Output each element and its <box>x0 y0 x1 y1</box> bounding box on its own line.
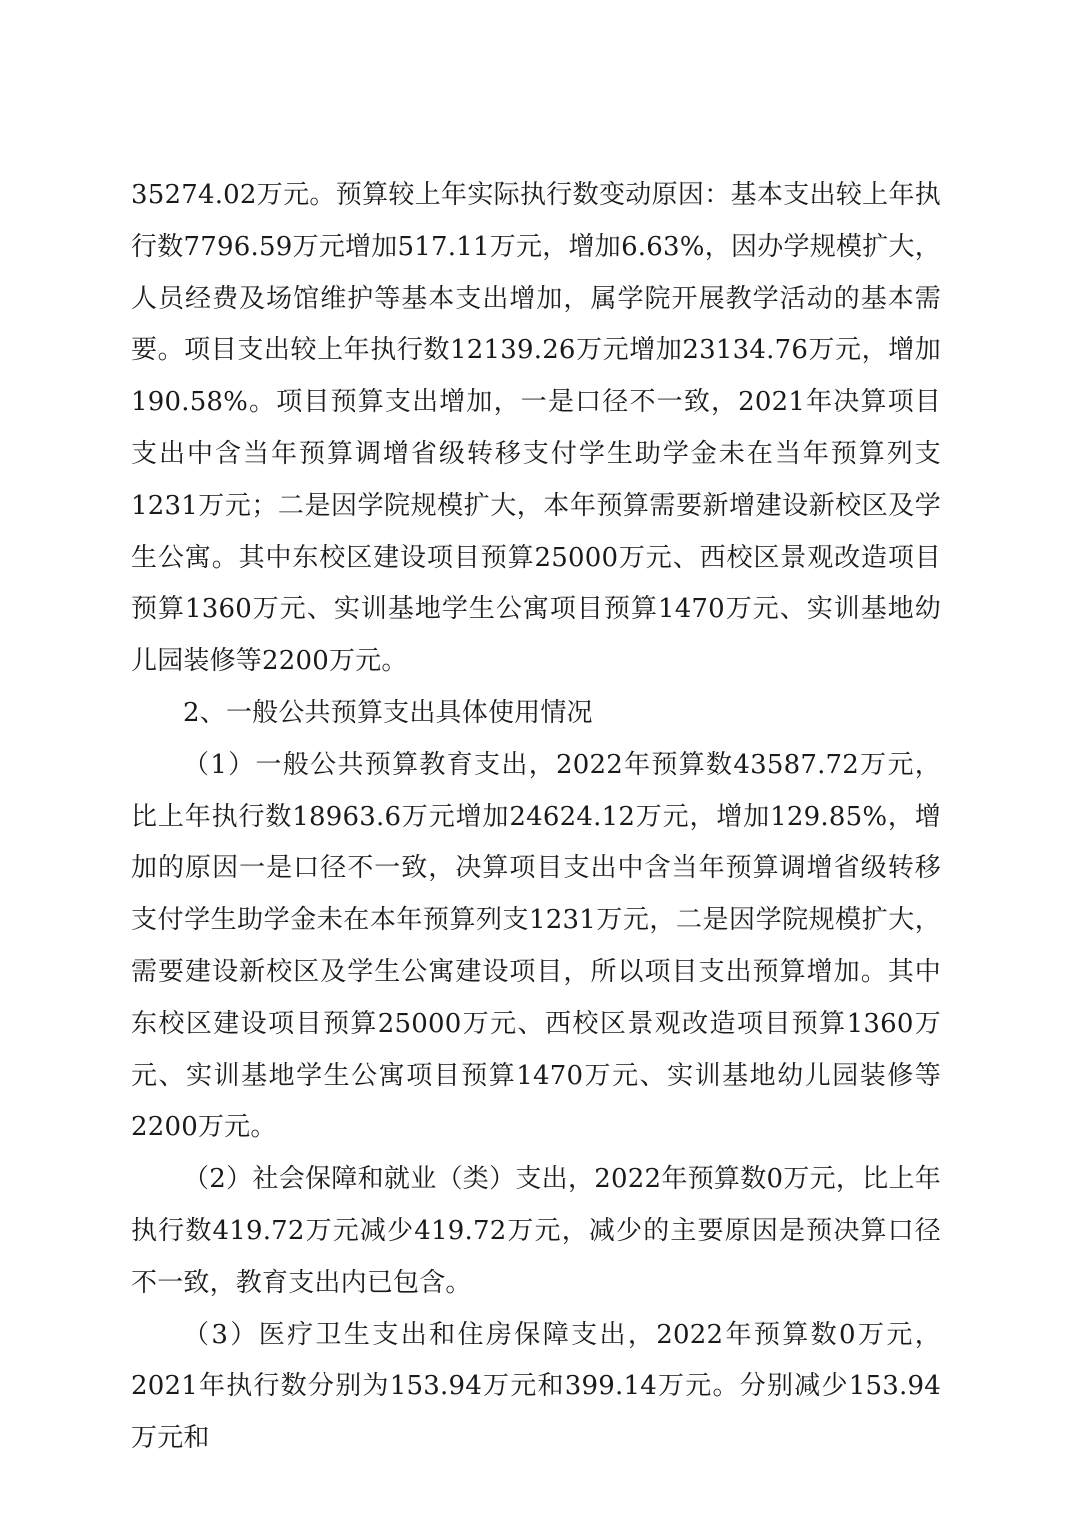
paragraph-item-1: （1）一般公共预算教育支出，2022年预算数43587.72万元，比上年执行数18963.6万元增加24624.12万元，增加129.85%，增加的原因一是口径不一致，决算项目支出中含当年预算调增省级转移支付学生助学金未在本年预算列支1231万元，二是因学院规模扩大，需要建设新校区及学生公寓建设项目，所以项目支出预算增加。其中东校区建设项目预算25000万元、西校区景观改造项目预算1360万元、实训基地学生公寓项目预算1470万元、实训基地幼儿园装修等2200万元。 <box>131 749 941 1143</box>
section-heading: 2、一般公共预算支出具体使用情况 <box>183 697 593 728</box>
paragraph-continuation: 35274.02万元。预算较上年实际执行数变动原因：基本支出较上年执行数7796.59万元增加517.11万元，增加6.63%，因办学规模扩大，人员经费及场馆维护等基本支出增加，属学院开展教学活动的基本需要。项目支出较上年执行数12139.26万元增加23134.76万元，增加190.58%。项目预算支出增加，一是口径不一致，2021年决算项目支出中含当年预算调增省级转移支付学生助学金未在当年预算列支1231万元；二是因学院规模扩大，本年预算需要新增建设新校区及学生公寓。其中东校区建设项目预算25000万元、西校区景观改造项目预算1360万元、实训基地学生公寓项目预算1470万元、实训基地幼儿园装修等2200万元。 <box>131 180 941 677</box>
paragraph-item-3: （3）医疗卫生支出和住房保障支出，2022年预算数0万元，2021年执行数分别为153.94万元和399.14万元。分别减少153.94万元和 <box>131 1319 941 1454</box>
document-body <box>131 170 941 1465</box>
paragraph-item-2: （2）社会保障和就业（类）支出，2022年预算数0万元，比上年执行数419.72万元减少419.72万元，减少的主要原因是预决算口径不一致，教育支出内已包含。 <box>131 1164 941 1298</box>
